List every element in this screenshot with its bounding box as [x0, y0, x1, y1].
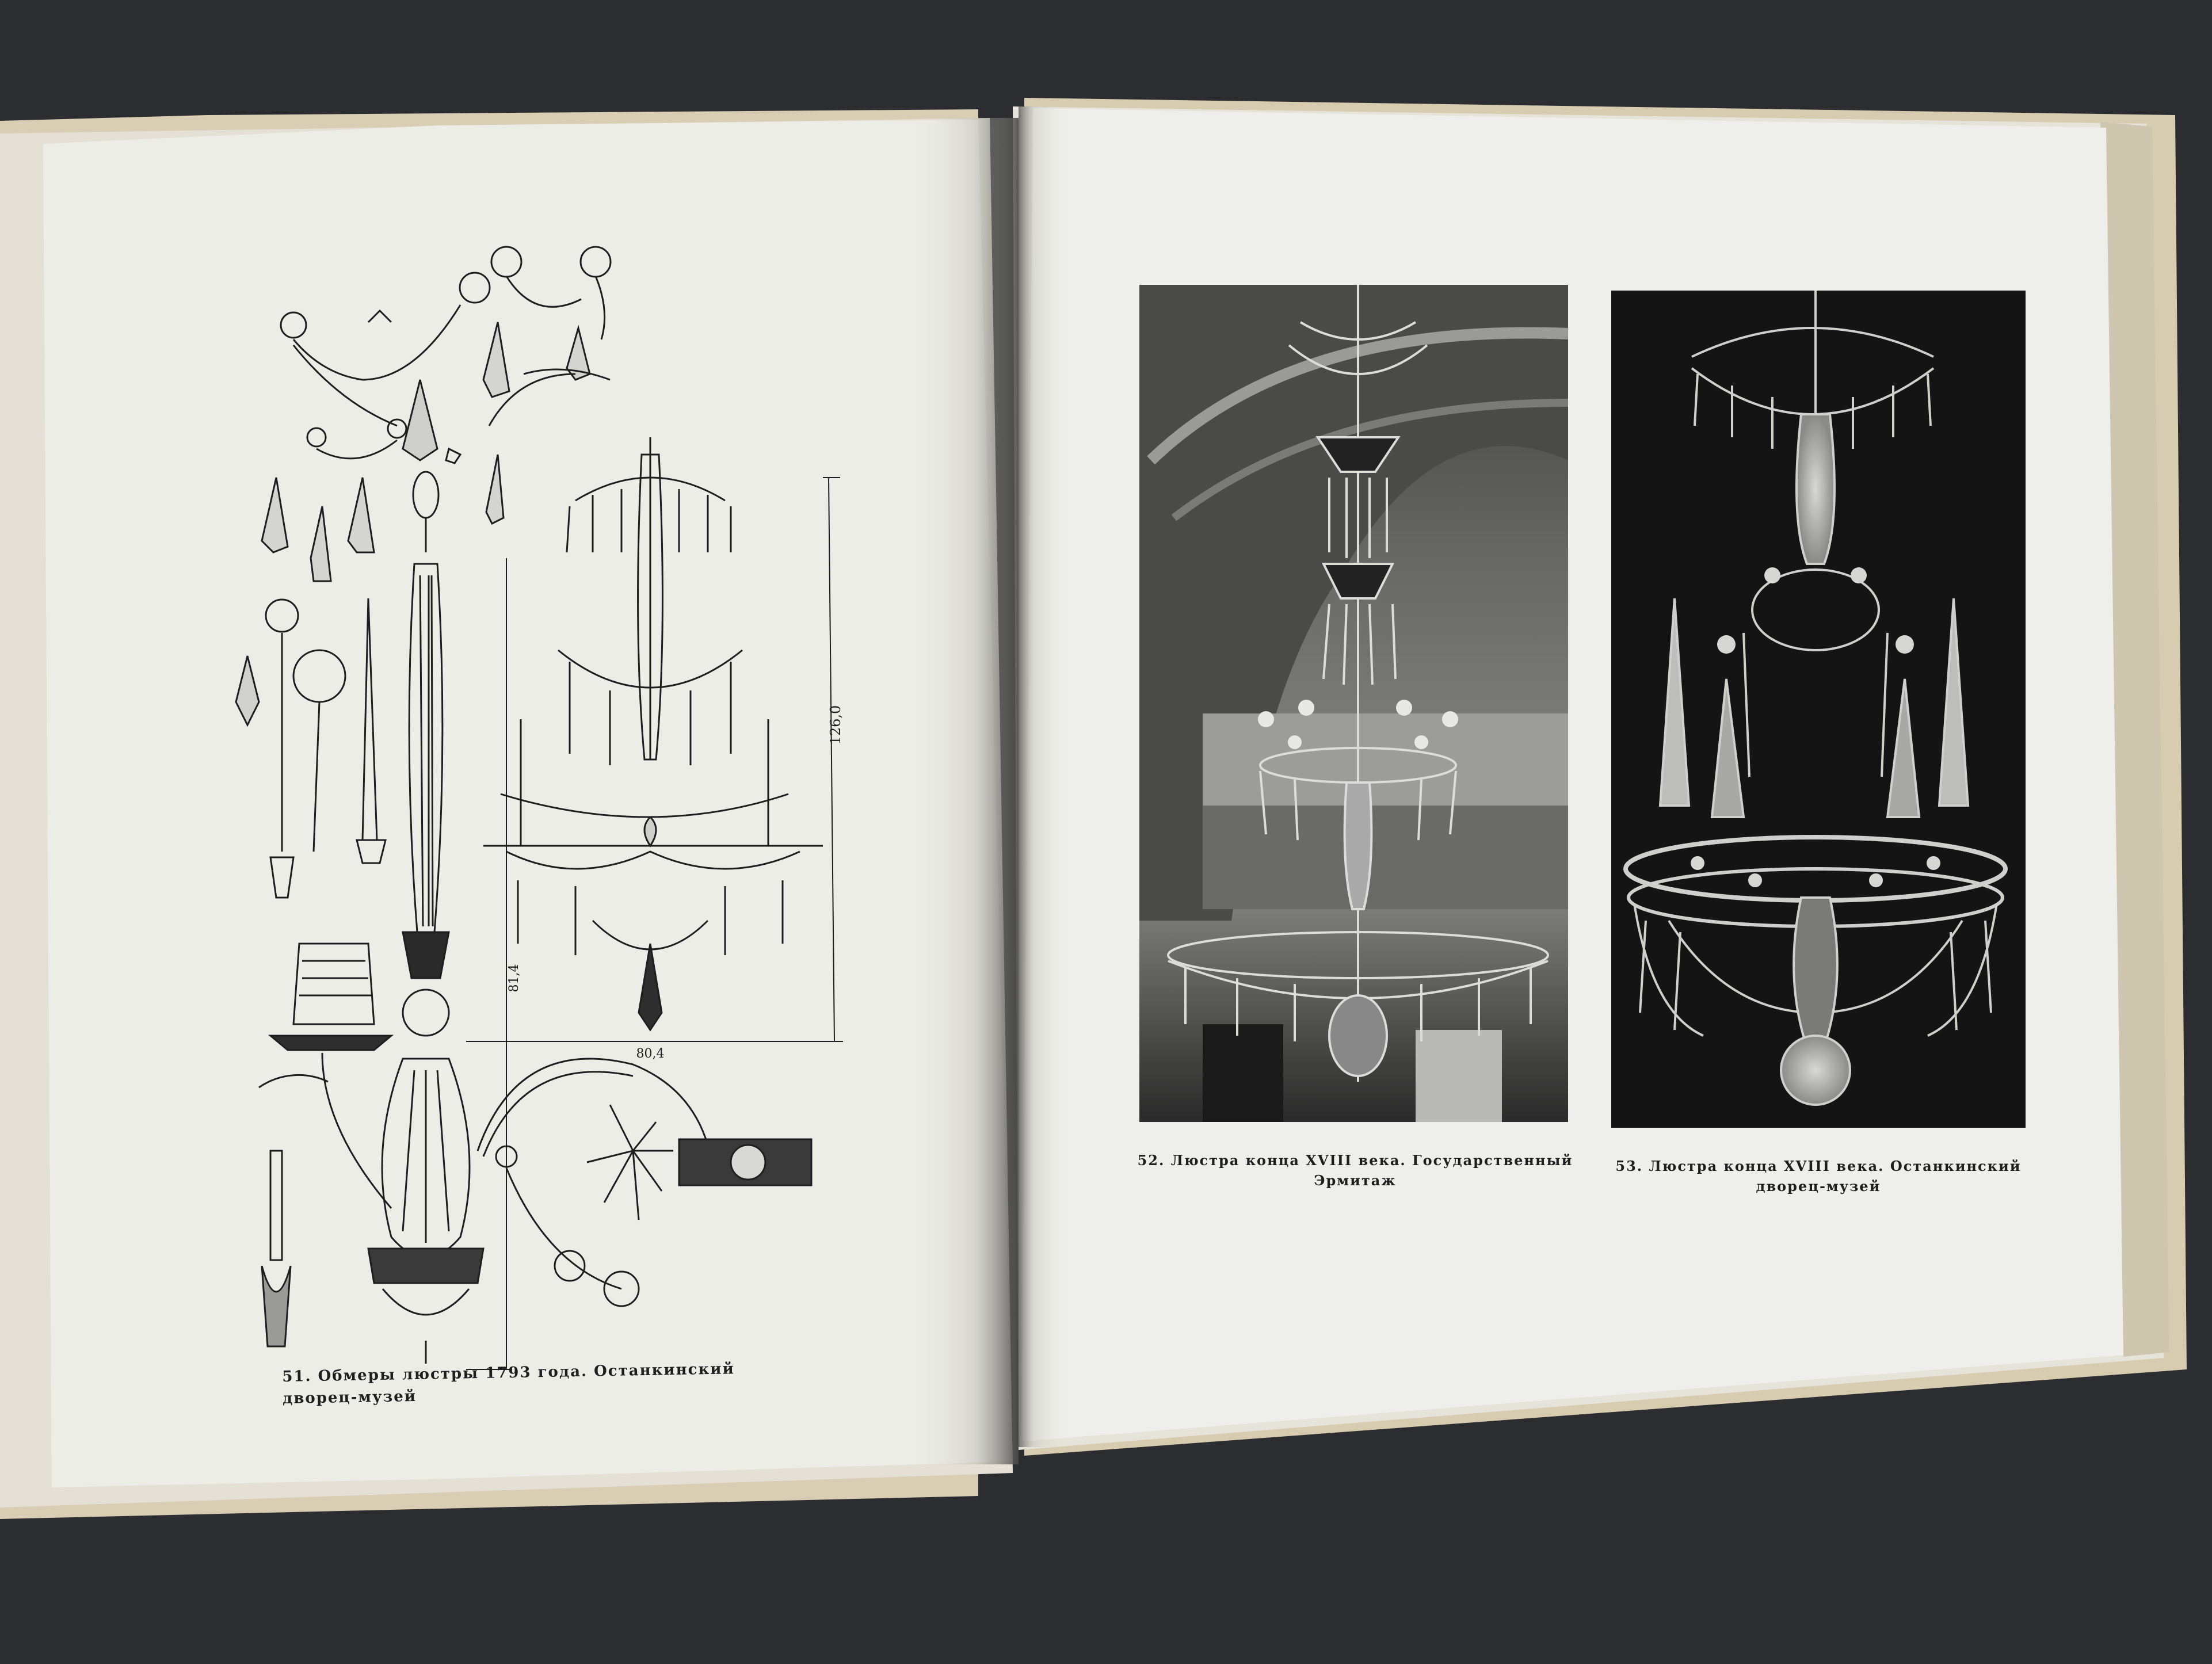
- figure-52-caption: 52. Люстра конца XVIII века. Государственный Эрмитаж: [1137, 1152, 1573, 1189]
- figure-51-caption: 51. Обмеры люстры 1793 года. Останкинский дворец-музей: [282, 1360, 735, 1407]
- photo-53-ostankino-chandelier: [1611, 291, 2026, 1128]
- dimension-height: 126,0: [827, 705, 844, 745]
- dimension-lower-height: 81,4: [507, 964, 521, 993]
- dimension-width: 80,4: [636, 1047, 665, 1061]
- figure-53-caption: 53. Люстра конца XVIII века. Останкинский дворец-музей: [1615, 1158, 2022, 1194]
- photo-52-hermitage-chandelier: [1139, 285, 1568, 1122]
- left-page: [43, 120, 1013, 1487]
